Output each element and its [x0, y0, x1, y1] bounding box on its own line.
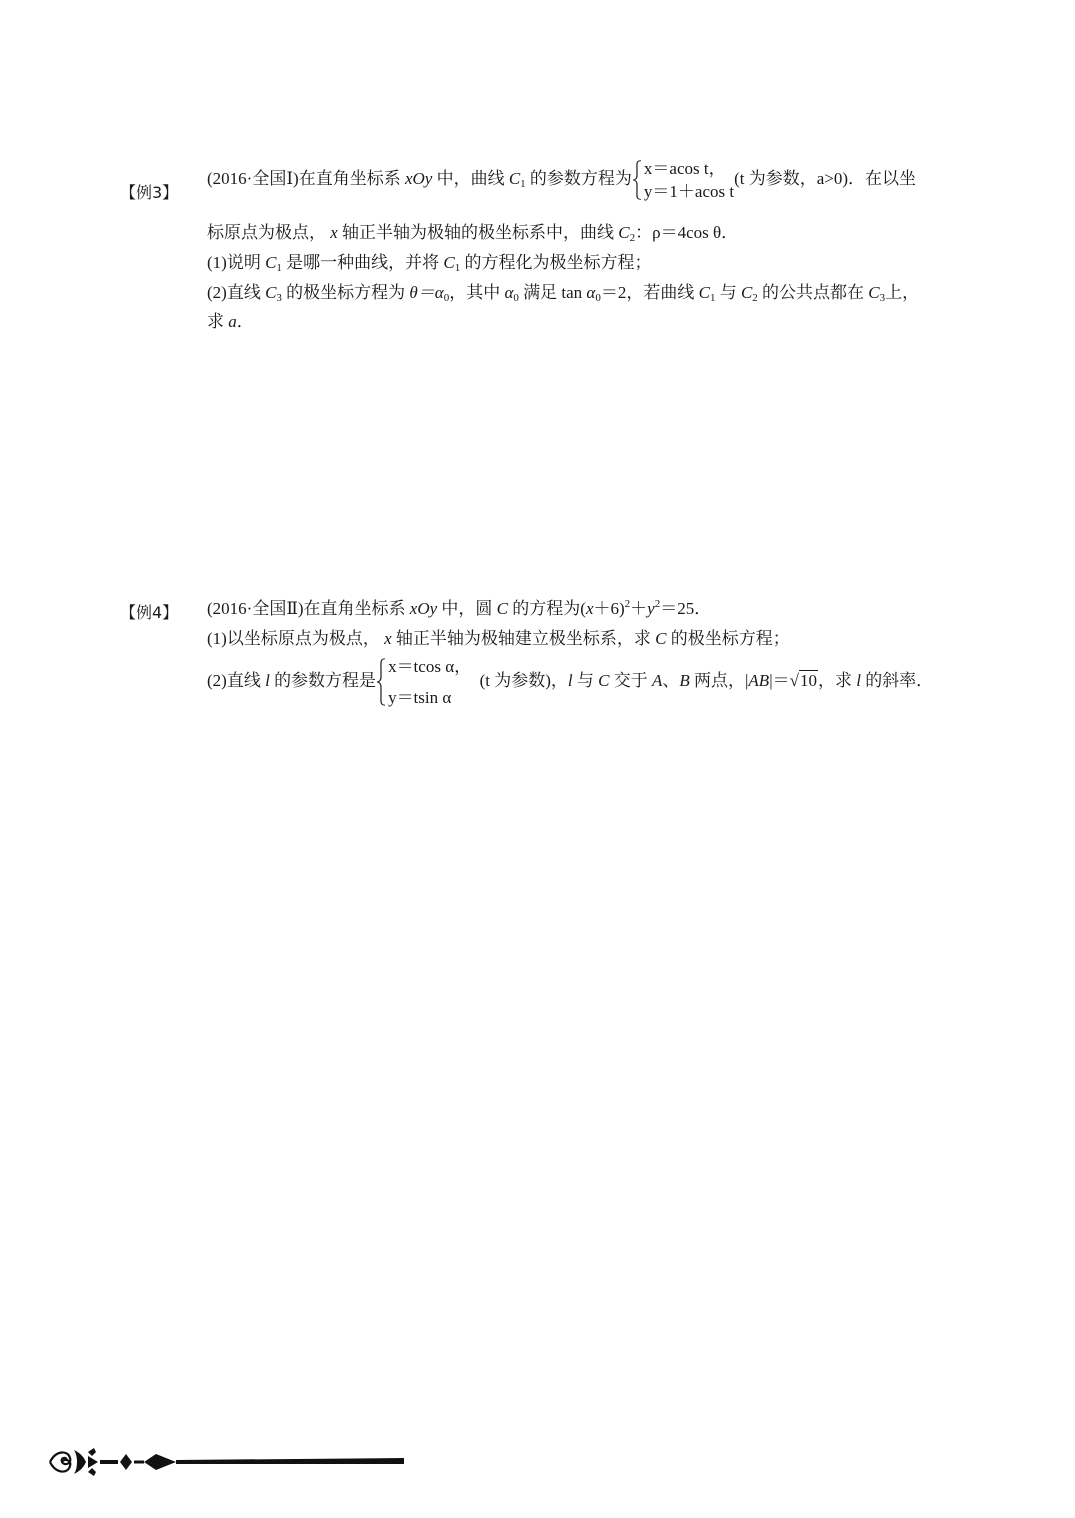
example-4-line-1: (2016·全国Ⅱ)在直角坐标系 xOy 中，圆 C 的方程为$(x+6)^2+y^2=25$．	[207, 598, 712, 618]
parametric-system-l: x＝tcos α， y＝tsin α	[376, 658, 471, 706]
left-brace-icon	[632, 160, 642, 200]
example-3-line-1: (2016·全国Ⅰ)在直角坐标系 xOy 中，曲线 $C_1$ 的参数方程为 x＝acos t， y＝1＋acos t (t 为参数，a>0)．在以坐	[207, 159, 917, 201]
example-3-line-5: 求 a．	[207, 312, 254, 331]
example-4-line-3: (2)直线 l 的参数方程是 x＝tcos α， y＝tsin α (t 为参数)，l 与 C 交于 A、B 两点，|AB|＝√10，求 l 的斜率．	[207, 657, 934, 707]
radical-sign-icon: √	[789, 670, 799, 690]
example-4-line-2: (1)以坐标原点为极点， x 轴正半轴为极轴建立极坐标系，求 C 的极坐标方程；	[207, 629, 790, 648]
parametric-system-c1: x＝acos t， y＝1＋acos t	[632, 160, 734, 200]
left-brace-icon	[376, 658, 386, 706]
decorative-ornament-icon	[48, 1440, 404, 1484]
example-3-line-2: 标原点为极点， x 轴正半轴为极轴的极坐标系中，曲线 $C_2$：ρ＝4cos θ．	[207, 223, 739, 244]
example-3-line-4: (2)直线 $C_3$ 的极坐标方程为 $\theta=\alpha_0$，其中 $\alpha_0$ 满足 $\tan \alpha_0=2$，若曲线 $C_1$ 与 $C_2$ 的公共点都在 $C_3$上，	[207, 283, 920, 304]
sqrt-expression: √10	[789, 670, 817, 690]
example-3-label: 【例3】	[120, 183, 179, 202]
example-4-label: 【例4】	[120, 603, 179, 622]
example-3-line-3: (1)说明 $C_1$ 是哪一种曲线，并将 $C_1$ 的方程化为极坐标方程；	[207, 253, 652, 274]
